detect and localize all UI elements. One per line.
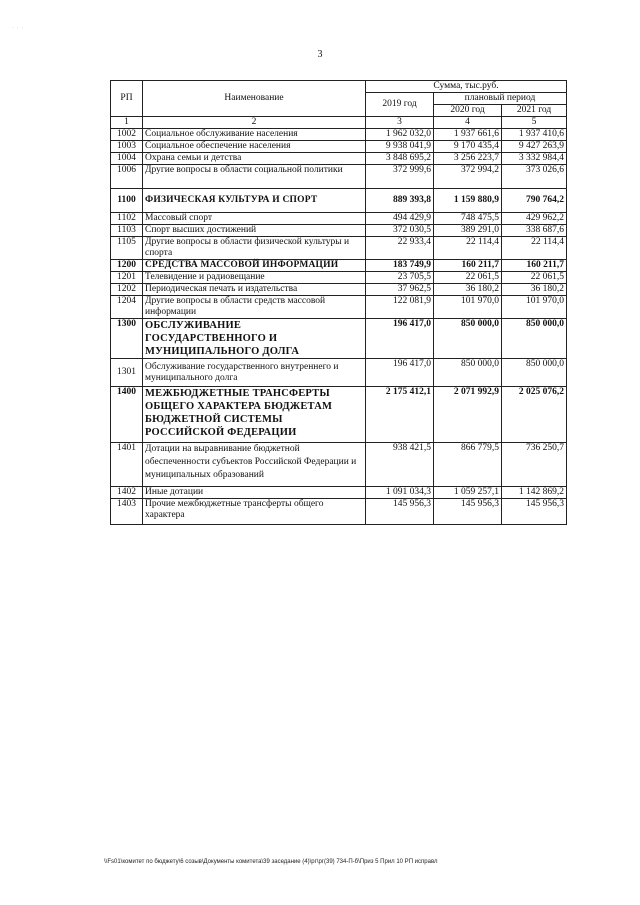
row-value-2021: 2 025 076,2	[502, 387, 567, 443]
row-value-2020: 1 059 257,1	[434, 487, 502, 499]
col-number-4: 4	[434, 117, 502, 129]
row-value-2020: 22 061,5	[434, 272, 502, 284]
row-value-2021: 850 000,0	[502, 359, 567, 387]
row-name: МЕЖБЮДЖЕТНЫЕ ТРАНСФЕРТЫ ОБЩЕГО ХАРАКТЕРА БЮДЖЕТАМ БЮДЖЕТНОЙ СИСТЕМЫ РОССИЙСКОЙ ФЕДЕРАЦИИ	[143, 387, 366, 443]
row-value-2020: 866 779,5	[434, 443, 502, 487]
row-name: Телевидение и радиовещание	[143, 272, 366, 284]
col-number-3: 3	[366, 117, 434, 129]
table-row-section	[111, 189, 567, 213]
row-value-2019: 196 417,0	[366, 359, 434, 387]
row-value-2021: 736 250,7	[502, 443, 567, 487]
row-value-2021: 1 937 410,6	[502, 129, 567, 141]
row-code: 1201	[111, 272, 143, 284]
row-value-2019: 1 962 032,0	[366, 129, 434, 141]
row-code: 1301	[111, 359, 143, 387]
row-value-2020: 3 256 223,7	[434, 153, 502, 165]
col-header-2020: 2020 год	[434, 105, 502, 117]
table-row	[111, 165, 567, 189]
table-row	[111, 359, 567, 387]
row-code: 1403	[111, 499, 143, 525]
row-value-2021: 101 970,0	[502, 296, 567, 319]
row-code: 1105	[111, 237, 143, 260]
row-value-2019: 183 749,9	[366, 260, 434, 272]
row-name: Массовый спорт	[143, 213, 366, 225]
row-value-2021: 3 332 984,4	[502, 153, 567, 165]
row-value-2019: 1 091 034,3	[366, 487, 434, 499]
col-header-name: Наименование	[143, 81, 366, 117]
row-value-2020: 36 180,2	[434, 284, 502, 296]
row-value-2019: 494 429,9	[366, 213, 434, 225]
row-value-2020: 1 937 661,6	[434, 129, 502, 141]
table-row	[111, 487, 567, 499]
col-header-code: РП	[111, 81, 143, 117]
row-value-2020: 389 291,0	[434, 225, 502, 237]
col-number-2: 2	[143, 117, 366, 129]
row-value-2021: 9 427 263,9	[502, 141, 567, 153]
row-name: Иные дотации	[143, 487, 366, 499]
table-row	[111, 296, 567, 319]
row-name: Другие вопросы в области социальной политики	[143, 165, 366, 189]
row-value-2021: 338 687,6	[502, 225, 567, 237]
row-name: Прочие межбюджетные трансферты общего характера	[143, 499, 366, 525]
table-row	[111, 237, 567, 260]
page-number: 3	[317, 49, 323, 60]
row-value-2021: 160 211,7	[502, 260, 567, 272]
row-value-2019: 372 030,5	[366, 225, 434, 237]
row-name: Социальное обеспечение населения	[143, 141, 366, 153]
row-value-2020: 372 994,2	[434, 165, 502, 189]
row-code: 1202	[111, 284, 143, 296]
row-name: Другие вопросы в области физической культуры и спорта	[143, 237, 366, 260]
col-header-planned: плановый период	[434, 93, 567, 105]
row-code: 1003	[111, 141, 143, 153]
row-value-2021: 373 026,6	[502, 165, 567, 189]
scan-mark: · · ·	[12, 26, 25, 31]
table-row-section	[111, 260, 567, 272]
row-name: Социальное обслуживание населения	[143, 129, 366, 141]
row-value-2020: 850 000,0	[434, 319, 502, 359]
row-value-2021: 145 956,3	[502, 499, 567, 525]
row-value-2021: 790 764,2	[502, 189, 567, 213]
row-code: 1006	[111, 165, 143, 189]
row-value-2021: 22 061,5	[502, 272, 567, 284]
row-value-2021: 1 142 869,2	[502, 487, 567, 499]
row-value-2020: 145 956,3	[434, 499, 502, 525]
row-name: ФИЗИЧЕСКАЯ КУЛЬТУРА И СПОРТ	[143, 189, 366, 213]
table-row	[111, 153, 567, 165]
table-row	[111, 499, 567, 525]
row-code: 1102	[111, 213, 143, 225]
row-name: Периодическая печать и издательства	[143, 284, 366, 296]
table-row	[111, 443, 567, 487]
file-path-footer: \\Fs01\комитет по бюджету\6 созыв\Документы комитета\39 заседание (4)\рг\рг(39) 734-П-б\Приз 5 Прил 10 РП исправл	[104, 859, 438, 865]
row-code: 1300	[111, 319, 143, 359]
row-name: Спорт высших достижений	[143, 225, 366, 237]
col-number-5: 5	[502, 117, 567, 129]
row-name: СРЕДСТВА МАССОВОЙ ИНФОРМАЦИИ	[143, 260, 366, 272]
row-value-2019: 3 848 695,2	[366, 153, 434, 165]
col-header-sum: Сумма, тыс.руб.	[366, 81, 567, 93]
row-value-2019: 37 962,5	[366, 284, 434, 296]
row-code: 1002	[111, 129, 143, 141]
row-value-2019: 938 421,5	[366, 443, 434, 487]
col-number-1: 1	[111, 117, 143, 129]
row-code: 1402	[111, 487, 143, 499]
row-value-2019: 2 175 412,1	[366, 387, 434, 443]
row-value-2019: 145 956,3	[366, 499, 434, 525]
row-value-2019: 372 999,6	[366, 165, 434, 189]
row-value-2019: 122 081,9	[366, 296, 434, 319]
row-value-2020: 748 475,5	[434, 213, 502, 225]
row-code: 1400	[111, 387, 143, 443]
row-value-2019: 23 705,5	[366, 272, 434, 284]
col-header-2019: 2019 год	[366, 93, 434, 117]
row-code: 1103	[111, 225, 143, 237]
row-name: ОБСЛУЖИВАНИЕ ГОСУДАРСТВЕННОГО И МУНИЦИПАЛЬНОГО ДОЛГА	[143, 319, 366, 359]
row-value-2020: 22 114,4	[434, 237, 502, 260]
row-value-2019: 22 933,4	[366, 237, 434, 260]
row-name: Обслуживание государственного внутреннего и муниципального долга	[143, 359, 366, 387]
row-value-2019: 196 417,0	[366, 319, 434, 359]
row-value-2020: 160 211,7	[434, 260, 502, 272]
table-row	[111, 225, 567, 237]
row-value-2019: 9 938 041,9	[366, 141, 434, 153]
row-code: 1100	[111, 189, 143, 213]
table-row-section	[111, 319, 567, 359]
row-value-2020: 1 159 880,9	[434, 189, 502, 213]
budget-table	[110, 80, 567, 525]
table-row-section	[111, 387, 567, 443]
col-header-2021: 2021 год	[502, 105, 567, 117]
row-name: Другие вопросы в области средств массовой информации	[143, 296, 366, 319]
row-value-2020: 850 000,0	[434, 359, 502, 387]
table-row	[111, 272, 567, 284]
row-value-2021: 36 180,2	[502, 284, 567, 296]
table-row	[111, 284, 567, 296]
table-row	[111, 141, 567, 153]
table-row	[111, 129, 567, 141]
row-code: 1004	[111, 153, 143, 165]
row-name: Дотации на выравнивание бюджетной обеспеченности субъектов Российской Федерации и муниципальных образований	[143, 443, 366, 487]
row-value-2020: 2 071 992,9	[434, 387, 502, 443]
row-value-2020: 101 970,0	[434, 296, 502, 319]
row-name: Охрана семьи и детства	[143, 153, 366, 165]
row-code: 1204	[111, 296, 143, 319]
row-code: 1401	[111, 443, 143, 487]
row-value-2021: 850 000,0	[502, 319, 567, 359]
row-value-2020: 9 170 435,4	[434, 141, 502, 153]
row-value-2021: 429 962,2	[502, 213, 567, 225]
row-value-2021: 22 114,4	[502, 237, 567, 260]
table-row	[111, 213, 567, 225]
row-value-2019: 889 393,8	[366, 189, 434, 213]
row-code: 1200	[111, 260, 143, 272]
